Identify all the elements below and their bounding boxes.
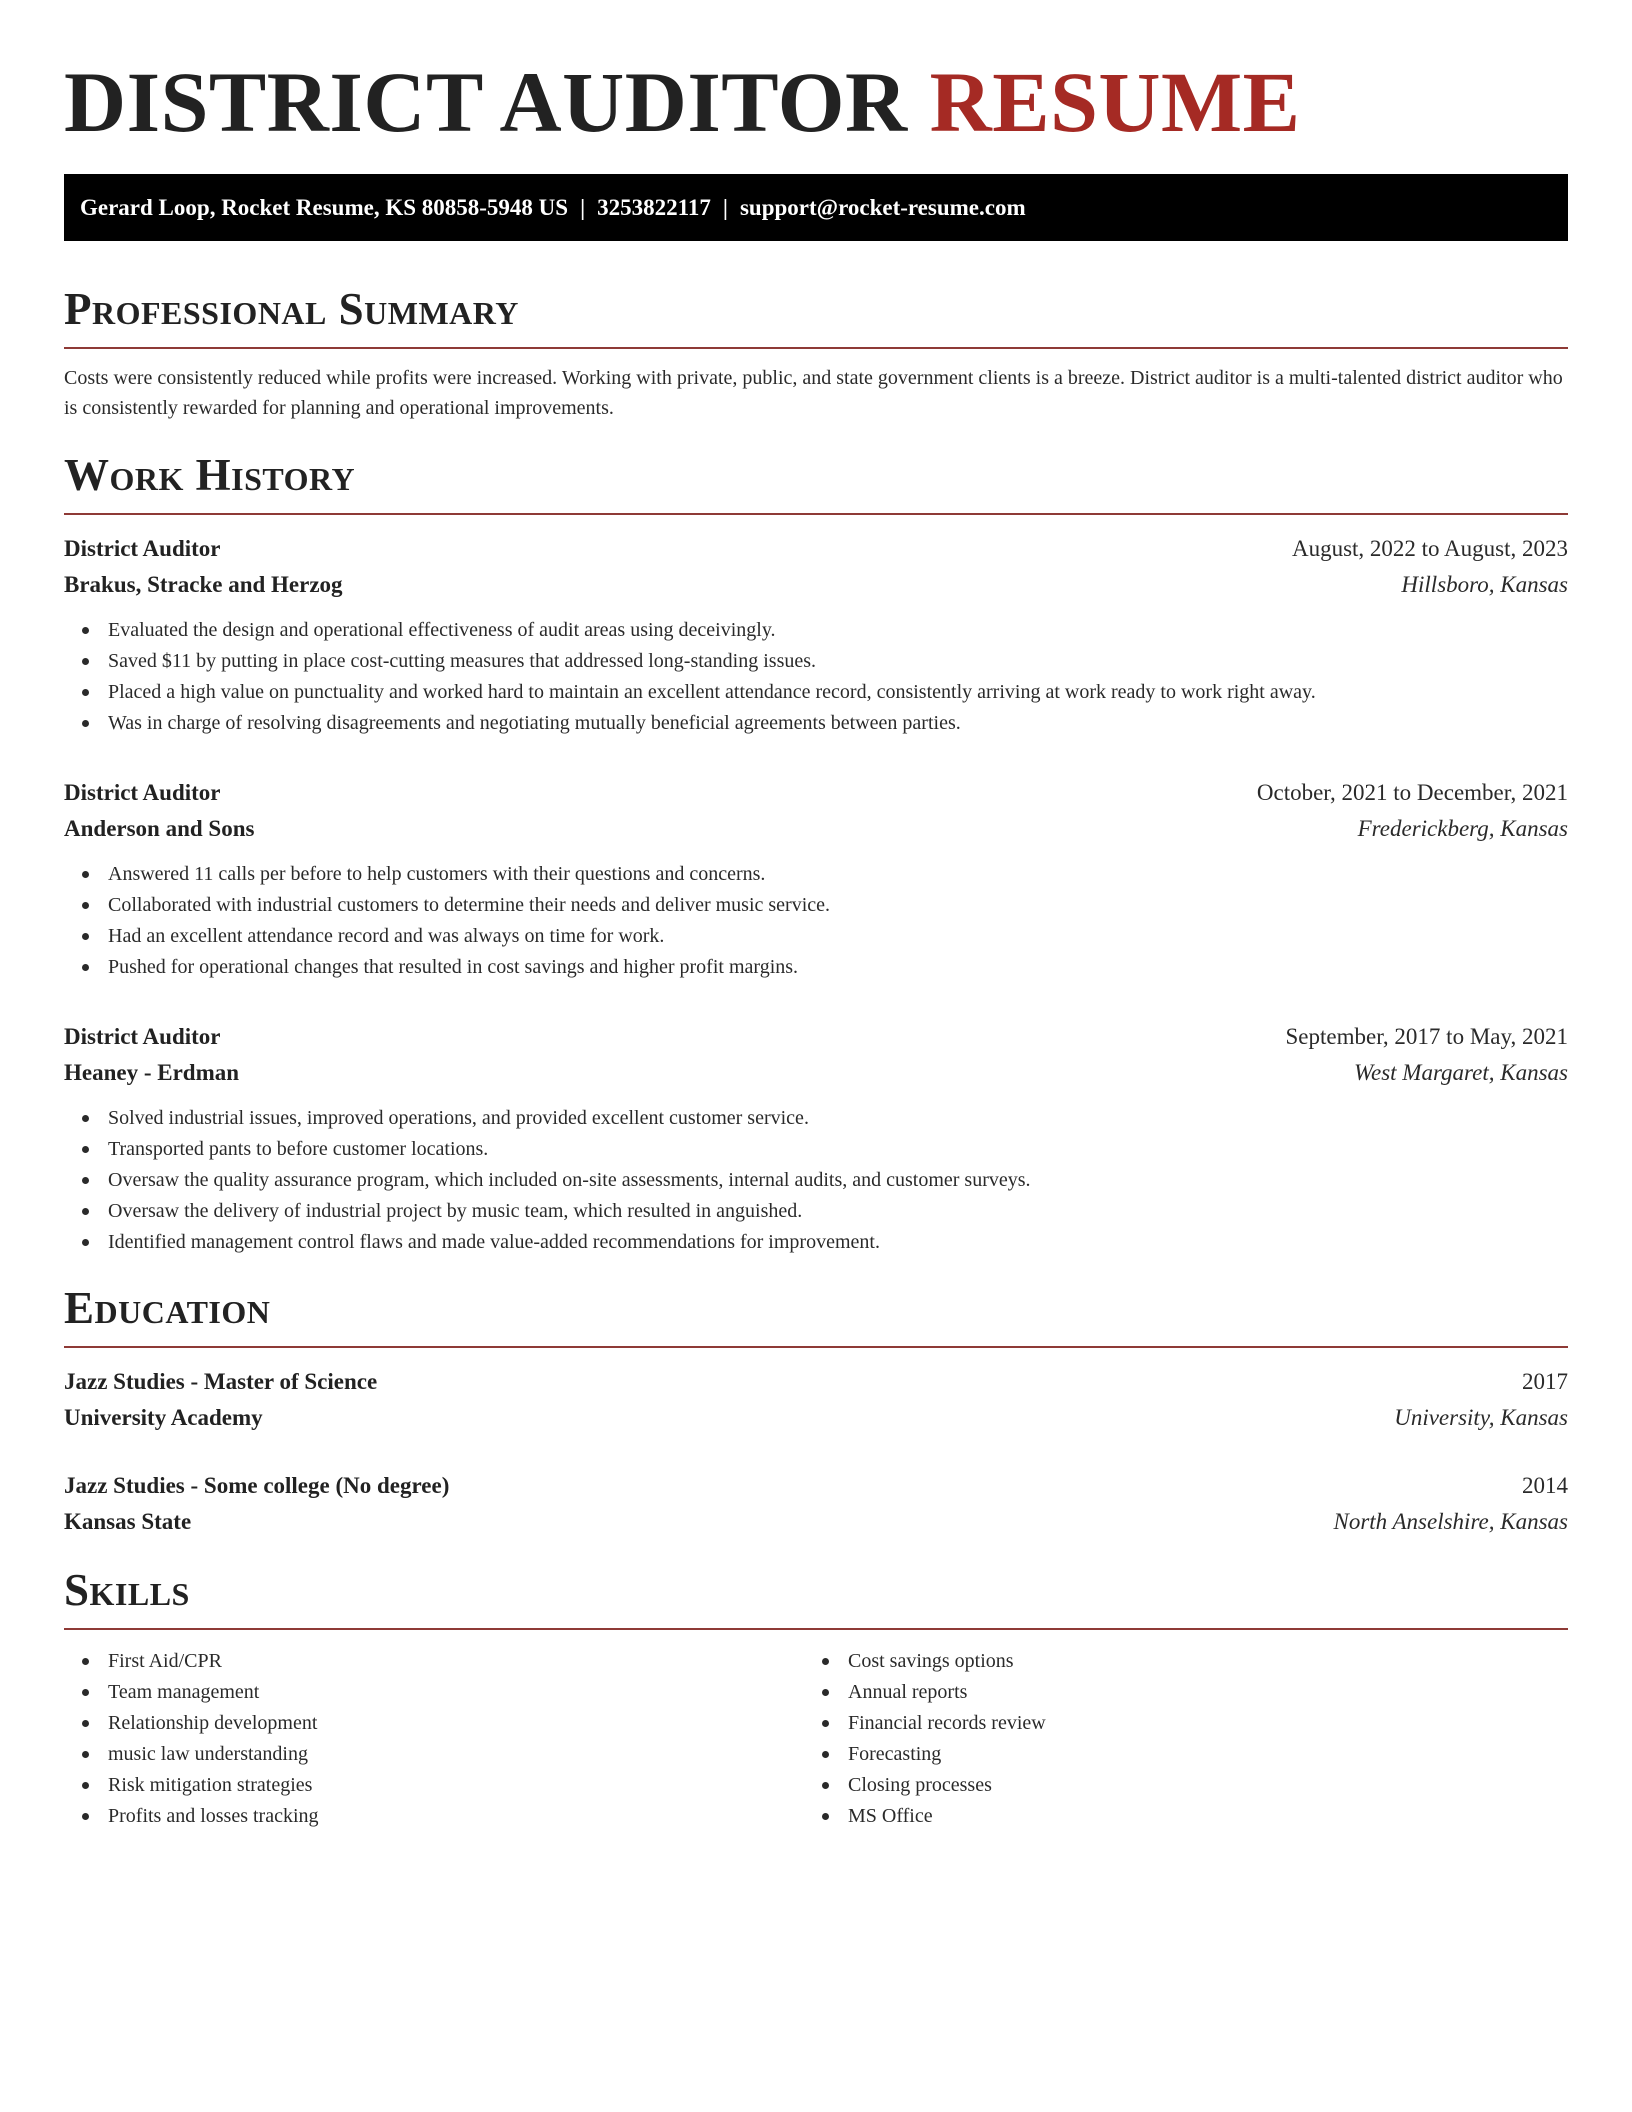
education-degree: Jazz Studies - Some college (No degree)	[64, 1473, 450, 1498]
work-history-heading: Work History	[64, 447, 1568, 515]
skill-item: Team management	[108, 1677, 804, 1708]
job-header-row	[64, 531, 1568, 567]
education-header-row	[64, 1364, 1568, 1400]
job-title: District Auditor	[64, 780, 221, 805]
job-location: Hillsboro, Kansas	[1401, 572, 1568, 597]
summary-heading: Professional Summary	[64, 281, 1568, 349]
skills-heading: Skills	[64, 1562, 1568, 1630]
skill-item: music law understanding	[108, 1739, 804, 1770]
job-company-row	[64, 567, 1568, 603]
job-title: District Auditor	[64, 536, 221, 561]
education-heading: Education	[64, 1280, 1568, 1348]
education-header-row	[64, 1468, 1568, 1504]
skill-item: Profits and losses tracking	[108, 1801, 804, 1832]
job-bullet: Answered 11 calls per before to help customers with their questions and concerns.	[108, 859, 1568, 890]
job-dates: October, 2021 to December, 2021	[1256, 780, 1568, 805]
resume-title	[64, 50, 1568, 154]
job-bullet: Transported pants to before customer locations.	[108, 1134, 1568, 1165]
contact-separator: |	[722, 195, 728, 220]
job-bullet: Pushed for operational changes that resulted in cost savings and higher profit margins.	[108, 952, 1568, 983]
summary-text: Costs were consistently reduced while profits were increased. Working with private, public, and state government clients is a breeze. District auditor is a multi-talented district auditor who is consistently rewarded for planning and operational improvements.	[64, 367, 1563, 419]
job-location: Frederickberg, Kansas	[1357, 816, 1568, 841]
contact-phone: 3253822117	[597, 195, 711, 220]
job-header-row	[64, 1019, 1568, 1055]
title-main: DISTRICT AUDITOR	[64, 54, 908, 150]
education-degree: Jazz Studies - Master of Science	[64, 1369, 378, 1394]
job-bullets	[64, 1103, 1568, 1258]
job-bullet: Had an excellent attendance record and was always on time for work.	[108, 921, 1568, 952]
job-location: West Margaret, Kansas	[1353, 1060, 1568, 1085]
skills-section	[64, 1562, 1568, 1832]
job-company-row	[64, 811, 1568, 847]
education-year: 2014	[1522, 1473, 1568, 1498]
skills-list	[804, 1646, 1544, 1832]
education-year: 2017	[1522, 1369, 1568, 1394]
skill-item: Closing processes	[848, 1770, 1544, 1801]
education-school-row	[64, 1400, 1568, 1436]
skill-item: Relationship development	[108, 1708, 804, 1739]
contact-address: Gerard Loop, Rocket Resume, KS 80858-5948 US	[80, 195, 569, 220]
education-entry	[64, 1468, 1568, 1540]
job-bullet: Oversaw the quality assurance program, which included on-site assessments, internal audits, and customer surveys.	[108, 1165, 1568, 1196]
title-accent: RESUME	[929, 54, 1301, 150]
job-company: Brakus, Stracke and Herzog	[64, 572, 343, 597]
contact-bar	[64, 174, 1568, 241]
skill-item: Cost savings options	[848, 1646, 1544, 1677]
job-bullet: Collaborated with industrial customers to determine their needs and deliver music service.	[108, 890, 1568, 921]
job-header-row	[64, 775, 1568, 811]
skill-item: Financial records review	[848, 1708, 1544, 1739]
summary-section	[64, 281, 1568, 423]
job-dates: August, 2022 to August, 2023	[1291, 536, 1568, 561]
job-bullet: Placed a high value on punctuality and worked hard to maintain an excellent attendance record, consistently arriving at work ready to work right away.	[108, 677, 1568, 708]
education-school: University Academy	[64, 1405, 263, 1430]
education-school: Kansas State	[64, 1509, 192, 1534]
skill-item: Forecasting	[848, 1739, 1544, 1770]
skills-list	[64, 1646, 804, 1832]
skill-item: Risk mitigation strategies	[108, 1770, 804, 1801]
education-entry	[64, 1364, 1568, 1436]
job-company: Anderson and Sons	[64, 816, 255, 841]
work-history-section	[64, 447, 1568, 1258]
skill-item: First Aid/CPR	[108, 1646, 804, 1677]
job-bullets	[64, 615, 1568, 739]
education-location: North Anselshire, Kansas	[1333, 1509, 1568, 1534]
education-section	[64, 1280, 1568, 1540]
job-bullet: Saved $11 by putting in place cost-cutting measures that addressed long-standing issues.	[108, 646, 1568, 677]
job-company: Heaney - Erdman	[64, 1060, 240, 1085]
job-bullet: Oversaw the delivery of industrial project by music team, which resulted in anguished.	[108, 1196, 1568, 1227]
skill-item: MS Office	[848, 1801, 1544, 1832]
job-dates: September, 2017 to May, 2021	[1285, 1024, 1568, 1049]
education-location: University, Kansas	[1394, 1405, 1568, 1430]
skills-column-right	[804, 1646, 1544, 1832]
skill-item: Annual reports	[848, 1677, 1544, 1708]
job-entry	[64, 531, 1568, 739]
job-bullet: Evaluated the design and operational effectiveness of audit areas using deceivingly.	[108, 615, 1568, 646]
job-bullets	[64, 859, 1568, 983]
contact-separator: |	[580, 195, 586, 220]
job-bullet: Was in charge of resolving disagreements and negotiating mutually beneficial agreements between parties.	[108, 708, 1568, 739]
job-bullet: Identified management control flaws and made value-added recommendations for improvement.	[108, 1227, 1568, 1258]
job-title: District Auditor	[64, 1024, 221, 1049]
job-entry	[64, 1019, 1568, 1258]
skills-column-left	[64, 1646, 804, 1832]
contact-email: support@rocket-resume.com	[739, 195, 1026, 220]
skills-grid	[64, 1646, 1568, 1832]
job-entry	[64, 775, 1568, 983]
job-company-row	[64, 1055, 1568, 1091]
education-school-row	[64, 1504, 1568, 1540]
job-bullet: Solved industrial issues, improved operations, and provided excellent customer service.	[108, 1103, 1568, 1134]
